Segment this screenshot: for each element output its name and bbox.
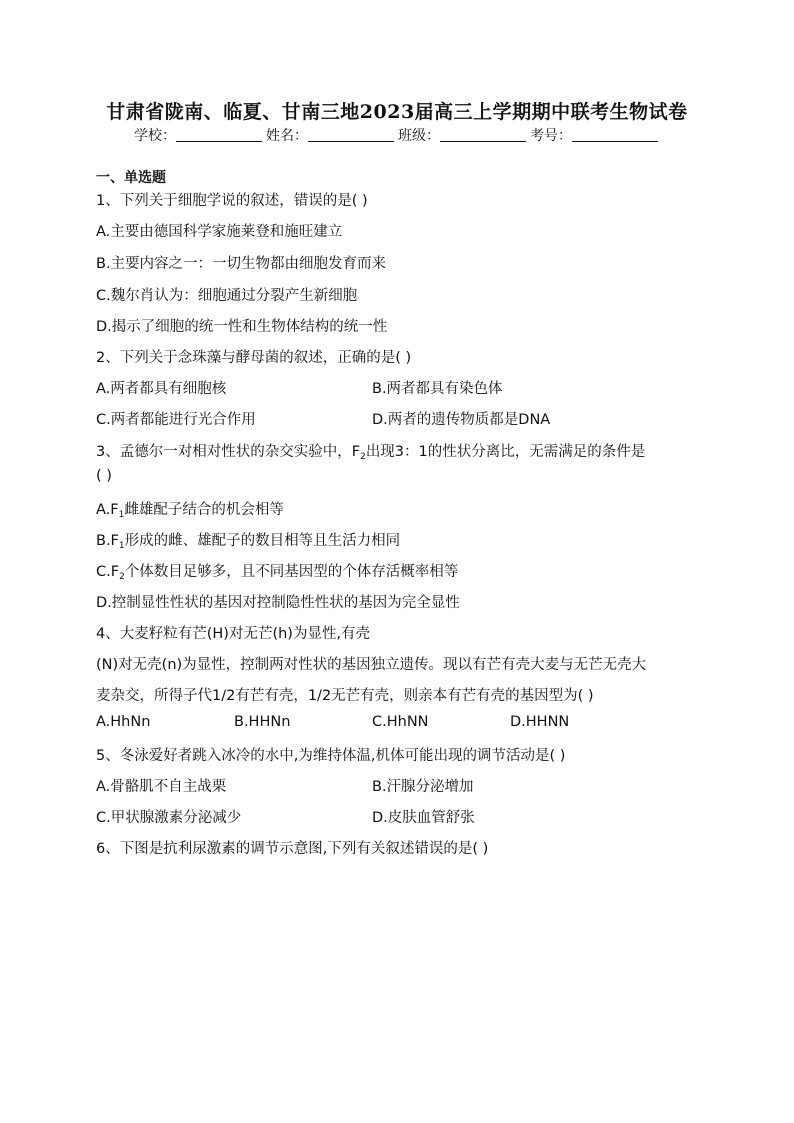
question-5-option-b: B.汗腺分泌增加: [372, 779, 474, 795]
question-1-stem: 1、下列关于细胞学说的叙述，错误的是( ): [96, 193, 368, 209]
question-3-option-c-subscript: 2: [119, 572, 125, 582]
question-1-option-a: A.主要由德国科学家施莱登和施旺建立: [96, 224, 343, 240]
question-1-option-c: C.魏尔肖认为：细胞通过分裂产生新细胞: [96, 288, 358, 304]
question-4-stem-line-3: 麦杂交，所得子代1/2有芒有壳，1/2无芒有壳，则亲本有芒有壳的基因型为( ): [96, 688, 594, 704]
question-4-stem-line-2: (N)对无壳(n)为显性，控制两对性状的基因独立遗传。现以有芒有壳大麦与无芒无壳大: [96, 657, 647, 673]
question-3-stem: [96, 440, 645, 462]
name-label: 姓名：: [266, 128, 308, 144]
question-5-option-d: D.皮肤血管舒张: [372, 810, 475, 826]
question-3-option-c-prefix: C.F: [96, 564, 120, 580]
page-title: 甘肃省陇南、临夏、甘南三地2023届高三上学期期中联考生物试卷: [106, 101, 688, 123]
question-2-option-c: C.两者都能进行光合作用: [96, 412, 256, 428]
question-3-stem-part-b: 出现3：1的性状分离比，无需满足的条件是: [365, 444, 646, 460]
question-3-stem-subscript: 2: [360, 452, 366, 462]
question-2-option-b: B.两者都具有染色体: [372, 381, 503, 397]
question-5-option-a: A.骨骼肌不自主战栗: [96, 779, 227, 795]
question-4-option-a: A.HhNn: [96, 714, 151, 730]
exam-number-label: 考号：: [530, 128, 572, 144]
question-2-option-d: D.两者的遗传物质都是DNA: [372, 412, 551, 428]
class-label: 班级：: [398, 128, 440, 144]
question-3-option-d: D.控制显性性状的基因对控制隐性性状的基因为完全显性: [96, 595, 460, 611]
school-field: [134, 125, 264, 145]
section-heading: 一、单选题: [96, 170, 166, 186]
exam-number-blank[interactable]: [572, 127, 658, 142]
student-info-line: [0, 125, 794, 145]
question-5-stem: 5、冬泳爱好者跳入冰冷的水中,为维持体温,机体可能出现的调节活动是( ): [96, 748, 566, 764]
school-label: 学校：: [134, 128, 176, 144]
name-field: [266, 125, 396, 145]
question-3-option-b-prefix: B.F: [96, 533, 119, 549]
question-1-option-d: D.揭示了细胞的统一性和生物体结构的统一性: [96, 319, 388, 335]
class-field: [398, 125, 528, 145]
question-4-option-b: B.HHNn: [234, 714, 291, 730]
question-3-option-c: [96, 560, 458, 582]
question-3-stem-part-a: 3、孟德尔一对相对性状的杂交实验中，F: [96, 444, 361, 460]
name-blank[interactable]: [308, 127, 394, 142]
question-4-stem-line-1: 4、大麦籽粒有芒(H)对无芒(h)为显性,有壳: [96, 626, 371, 642]
exam-number-field: [530, 125, 660, 145]
school-blank[interactable]: [176, 127, 262, 142]
question-3-option-a-subscript: 1: [118, 510, 125, 520]
question-3-option-b-subscript: 1: [118, 541, 125, 551]
question-2-option-a: A.两者都具有细胞核: [96, 381, 227, 397]
question-3-option-b: [96, 529, 400, 551]
question-3-option-a-text: 雌雄配子结合的机会相等: [124, 502, 284, 518]
question-3-stem-continued: ( ): [96, 468, 112, 484]
question-3-option-a-prefix: A.F: [96, 502, 119, 518]
question-2-stem: 2、下列关于念珠藻与酵母菌的叙述，正确的是( ): [96, 350, 412, 366]
question-1-option-b: B.主要内容之一：一切生物都由细胞发育而来: [96, 256, 387, 272]
question-6-stem: 6、下图是抗利尿激素的调节示意图,下列有关叙述错误的是( ): [96, 841, 489, 857]
question-3-option-a: [96, 498, 284, 520]
question-4-option-d: D.HHNN: [510, 714, 570, 730]
question-5-option-c: C.甲状腺激素分泌减少: [96, 810, 242, 826]
question-3-option-b-text: 形成的雌、雄配子的数目相等且生活力相同: [124, 533, 401, 549]
question-3-option-c-text: 个体数目足够多，且不同基因型的个体存活概率相等: [124, 564, 459, 580]
class-blank[interactable]: [440, 127, 526, 142]
question-4-option-c: C.HhNN: [372, 714, 429, 730]
